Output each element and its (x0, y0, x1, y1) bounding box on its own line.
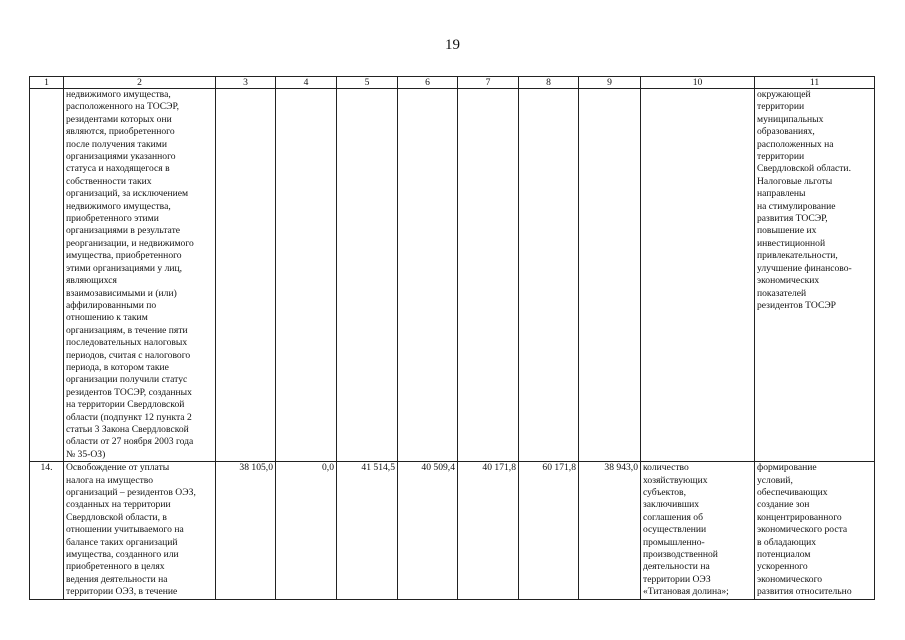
column-header: 3 (216, 77, 276, 89)
value-cell: 40 171,8 (458, 462, 519, 600)
page-number: 19 (445, 37, 460, 53)
benefit-description: Освобождение от уплаты налога на имущество организаций – резидентов ОЭЗ, созданных на территории Свердловской области, в отношении учитываемого на балансе таких организаций имущества, созданного или приобретенного в целях ведения деятельности на территории ОЭЗ, в течение (64, 462, 216, 600)
value-cell: 0,0 (276, 462, 337, 600)
tax-benefits-table (29, 76, 875, 600)
column-header: 8 (519, 77, 579, 89)
value-cell (337, 89, 398, 462)
column-header: 5 (337, 77, 398, 89)
value-cell (216, 89, 276, 462)
row-number: 14. (30, 462, 64, 600)
column-number-row (30, 77, 875, 89)
column-header: 11 (755, 77, 875, 89)
value-cell (276, 89, 337, 462)
column-header: 6 (398, 77, 458, 89)
table-row (30, 462, 875, 600)
column-header: 7 (458, 77, 519, 89)
value-cell: 38 943,0 (579, 462, 641, 600)
row-number (30, 89, 64, 462)
value-cell: 60 171,8 (519, 462, 579, 600)
goal-cell: формирование условий, обеспечивающих создание зон концентрированного экономического роста в обладающих потенциалом ускоренного экономического развития относительно (755, 462, 875, 600)
value-cell (519, 89, 579, 462)
column-header: 9 (579, 77, 641, 89)
value-cell: 41 514,5 (337, 462, 398, 600)
value-cell (398, 89, 458, 462)
column-header: 10 (641, 77, 755, 89)
indicator-cell: количество хозяйствующих субъектов, заключивших соглашения об осуществлении промышленно- производственной деятельности на территории ОЭЗ «Титановая долина»; (641, 462, 755, 600)
value-cell (458, 89, 519, 462)
indicator-cell (641, 89, 755, 462)
value-cell: 40 509,4 (398, 462, 458, 600)
column-header: 2 (64, 77, 216, 89)
column-header: 1 (30, 77, 64, 89)
benefit-description: недвижимого имущества, расположенного на ТОСЭР, резидентами которых они являются, приобретенного после получения такими организациями указанного статуса и находящегося в собственности таких организаций, за исключением недвижимого имущества, приобретенного этими организациями в результате реорганизации, и недвижимого имущества, приобретенного этими организациями у лиц, являющихся взаимозависимыми и (или) аффилированными по отношению к таким организациям, в течение пяти последовательных налоговых периодов, считая с налогового периода, в котором такие организации получили статус резидентов ТОСЭР, созданных на территории Свердловской области (подпункт 12 пункта 2 статьи 3 Закона Свердловской области от 27 ноября 2003 года № 35-ОЗ) (64, 89, 216, 462)
goal-cell: окружающей территории муниципальных образованиях, расположенных на территории Свердловской области. Налоговые льготы направлены на стимулирование развития ТОСЭР, повышение их инвестиционной привлекательности, улучшение финансово- экономических показателей резидентов ТОСЭР (755, 89, 875, 462)
table-row (30, 89, 875, 462)
column-header: 4 (276, 77, 337, 89)
value-cell (579, 89, 641, 462)
value-cell: 38 105,0 (216, 462, 276, 600)
